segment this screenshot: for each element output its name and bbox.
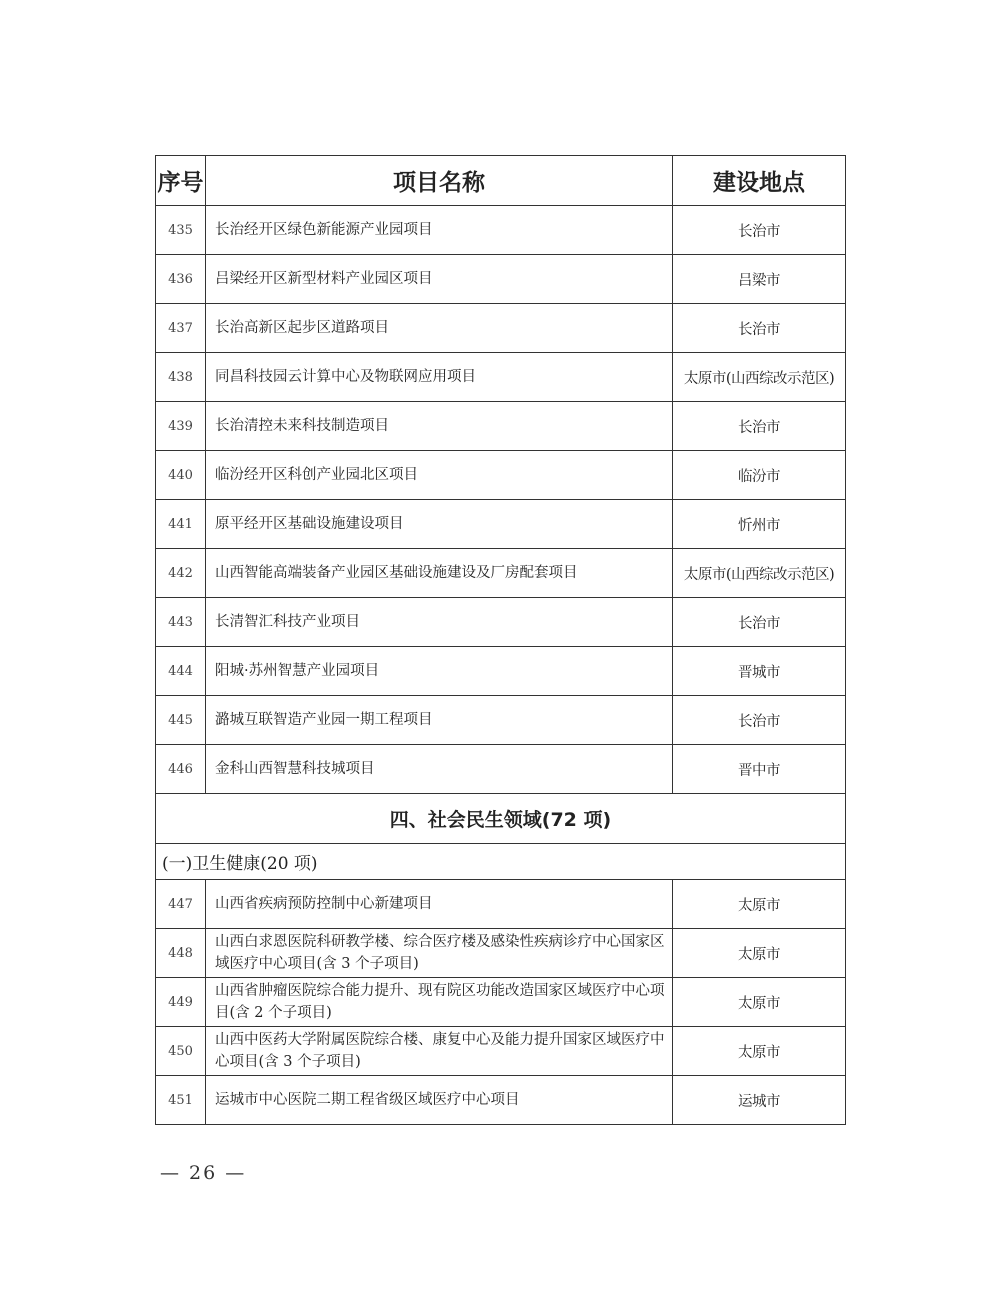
row-number: 447 — [156, 880, 206, 929]
table-row — [156, 255, 846, 304]
row-number: 443 — [156, 598, 206, 647]
project-name: 山西省肿瘤医院综合能力提升、现有院区功能改造国家区域医疗中心项目(含 2 个子项目) — [206, 978, 673, 1027]
project-name: 长治经开区绿色新能源产业园项目 — [206, 206, 673, 255]
project-name: 阳城·苏州智慧产业园项目 — [206, 647, 673, 696]
table-row — [156, 647, 846, 696]
row-number: 445 — [156, 696, 206, 745]
table-row — [156, 880, 846, 929]
table-row — [156, 598, 846, 647]
project-name: 金科山西智慧科技城项目 — [206, 745, 673, 794]
table-row — [156, 745, 846, 794]
project-name: 山西省疾病预防控制中心新建项目 — [206, 880, 673, 929]
row-number: 451 — [156, 1076, 206, 1125]
project-location: 长治市 — [673, 598, 846, 647]
project-name: 山西白求恩医院科研教学楼、综合医疗楼及感染性疾病诊疗中心国家区域医疗中心项目(含 3 个子项目) — [206, 929, 673, 978]
project-location: 长治市 — [673, 696, 846, 745]
header-location: 建设地点 — [673, 156, 846, 206]
project-name: 临汾经开区科创产业园北区项目 — [206, 451, 673, 500]
project-location: 太原市(山西综改示范区) — [673, 353, 846, 402]
project-location: 长治市 — [673, 304, 846, 353]
table-row — [156, 402, 846, 451]
table-row — [156, 929, 846, 978]
table-row — [156, 1076, 846, 1125]
page-number: — 26 — — [160, 1162, 247, 1184]
row-number: 446 — [156, 745, 206, 794]
table-row — [156, 353, 846, 402]
project-name: 山西中医药大学附属医院综合楼、康复中心及能力提升国家区域医疗中心项目(含 3 个子项目) — [206, 1027, 673, 1076]
row-number: 450 — [156, 1027, 206, 1076]
project-name: 同昌科技园云计算中心及物联网应用项目 — [206, 353, 673, 402]
header-no: 序号 — [156, 156, 206, 206]
project-name: 原平经开区基础设施建设项目 — [206, 500, 673, 549]
header-name: 项目名称 — [206, 156, 673, 206]
subsection-title: (一)卫生健康(20 项) — [156, 844, 846, 880]
table-row — [156, 696, 846, 745]
project-location: 太原市 — [673, 978, 846, 1027]
row-number: 442 — [156, 549, 206, 598]
table-row — [156, 500, 846, 549]
section-block — [156, 794, 846, 880]
row-number: 449 — [156, 978, 206, 1027]
row-number: 448 — [156, 929, 206, 978]
table-row — [156, 304, 846, 353]
project-location: 太原市(山西综改示范区) — [673, 549, 846, 598]
row-number: 440 — [156, 451, 206, 500]
project-name: 长清智汇科技产业项目 — [206, 598, 673, 647]
project-name: 运城市中心医院二期工程省级区域医疗中心项目 — [206, 1076, 673, 1125]
table-row — [156, 978, 846, 1027]
project-location: 临汾市 — [673, 451, 846, 500]
project-name: 长治高新区起步区道路项目 — [206, 304, 673, 353]
project-location: 运城市 — [673, 1076, 846, 1125]
project-location: 长治市 — [673, 402, 846, 451]
table-row — [156, 451, 846, 500]
project-name: 山西智能高端装备产业园区基础设施建设及厂房配套项目 — [206, 549, 673, 598]
project-location: 忻州市 — [673, 500, 846, 549]
row-number: 441 — [156, 500, 206, 549]
project-location: 太原市 — [673, 1027, 846, 1076]
section-title: 四、社会民生领域(72 项) — [156, 794, 846, 844]
project-location: 晋城市 — [673, 647, 846, 696]
row-number: 444 — [156, 647, 206, 696]
project-location: 晋中市 — [673, 745, 846, 794]
row-number: 437 — [156, 304, 206, 353]
project-name: 潞城互联智造产业园一期工程项目 — [206, 696, 673, 745]
table-row — [156, 206, 846, 255]
table-body-top — [156, 206, 846, 794]
table-row — [156, 1027, 846, 1076]
project-name: 长治清控未来科技制造项目 — [206, 402, 673, 451]
project-location: 长治市 — [673, 206, 846, 255]
table-row — [156, 549, 846, 598]
row-number: 436 — [156, 255, 206, 304]
section-row — [156, 794, 846, 844]
row-number: 435 — [156, 206, 206, 255]
row-number: 439 — [156, 402, 206, 451]
table-header — [156, 156, 846, 206]
table-body-bottom — [156, 880, 846, 1125]
project-table — [155, 155, 846, 1125]
project-name: 吕梁经开区新型材料产业园区项目 — [206, 255, 673, 304]
row-number: 438 — [156, 353, 206, 402]
project-location: 太原市 — [673, 880, 846, 929]
subsection-row — [156, 844, 846, 880]
project-location: 太原市 — [673, 929, 846, 978]
project-location: 吕梁市 — [673, 255, 846, 304]
